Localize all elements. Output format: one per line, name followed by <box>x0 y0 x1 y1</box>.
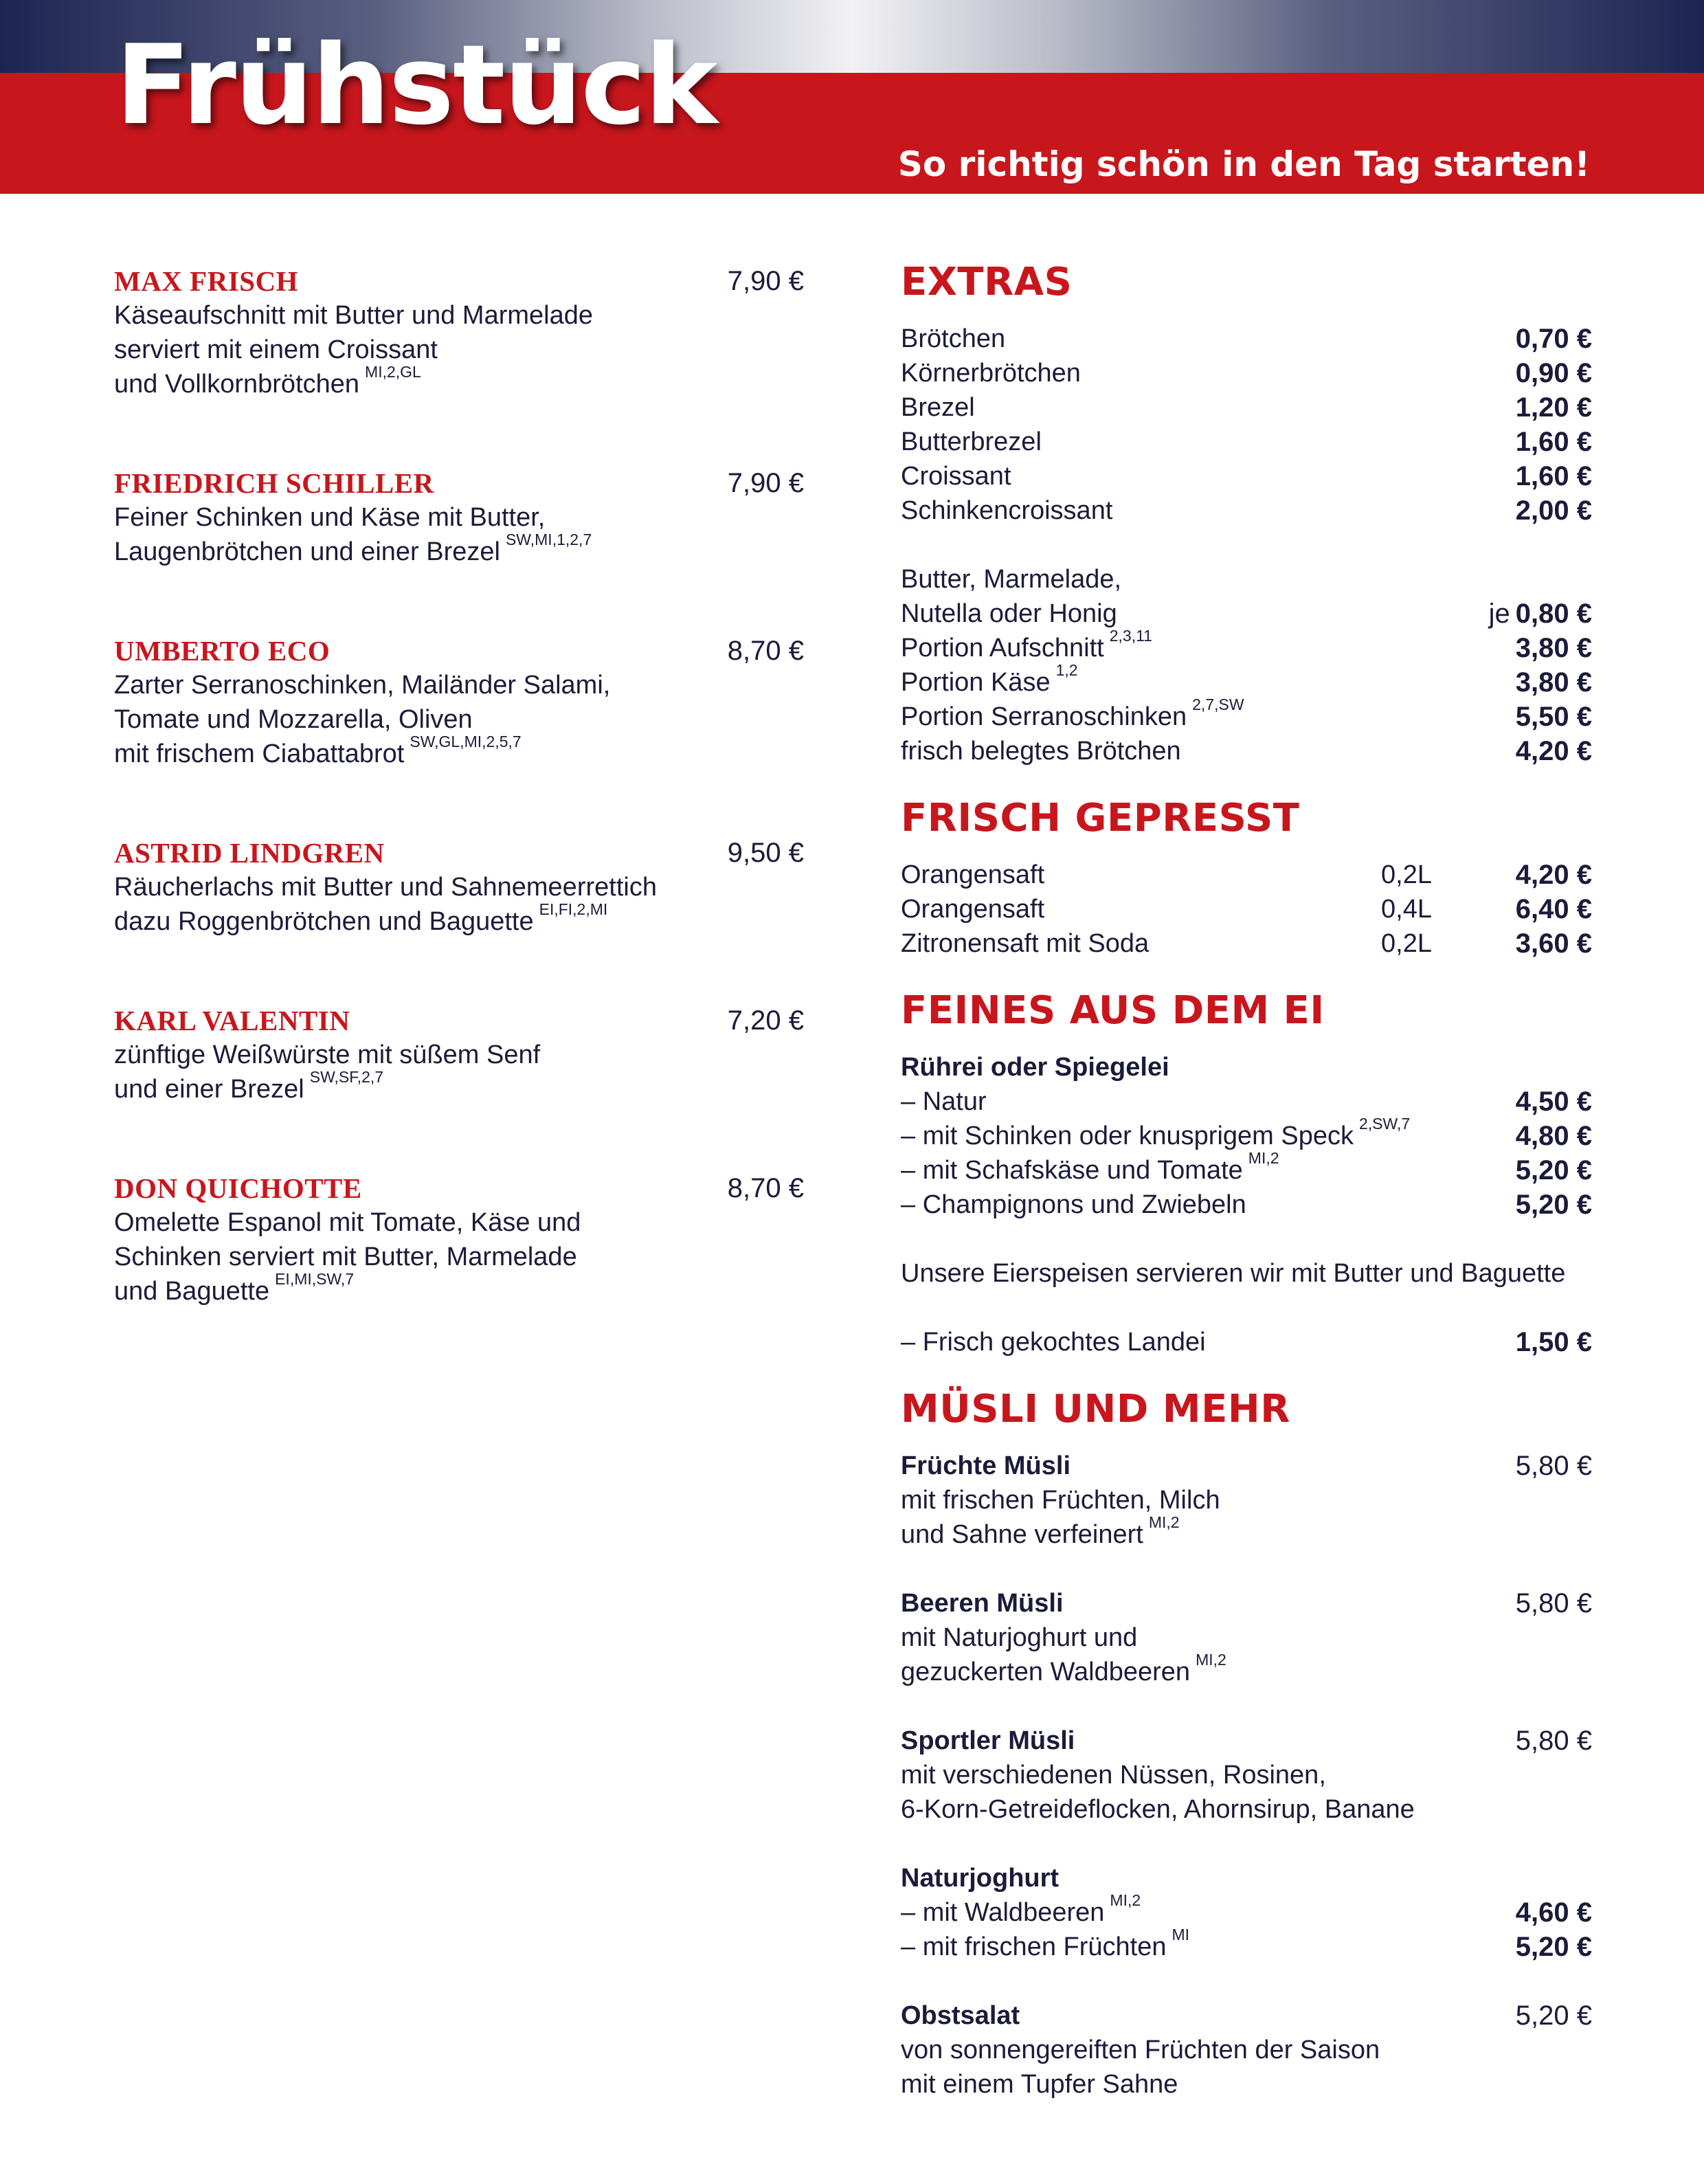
allergen-codes: EI,MI,SW,7 <box>275 1270 355 1288</box>
item-label: Orangensaft <box>901 895 1045 924</box>
dish-name: DON QUICHOTTE <box>114 1172 362 1204</box>
item-label: Körnerbrötchen <box>901 359 1081 388</box>
allergen-codes: SW,GL,MI,2,5,7 <box>410 733 522 750</box>
dish-price: 7,90 € <box>727 266 804 296</box>
item-price: 1,60 € <box>1515 461 1592 491</box>
item-price: 2,00 € <box>1515 495 1592 526</box>
item-description-line: mit einem Tupfer Sahne <box>901 2070 1178 2099</box>
dish-description-line: Feiner Schinken und Käse mit Butter, <box>114 503 546 532</box>
allergen-codes: EI,FI,2,MI <box>539 900 608 918</box>
muesli-item-header <box>901 1449 1592 1483</box>
item-label: Nutella oder Honig <box>901 599 1117 628</box>
item-label: – mit Schafskäse und Tomate <box>901 1156 1243 1185</box>
section-muesli <box>901 1385 1592 2102</box>
dish-description-line: Omelette Espanol mit Tomate, Käse und <box>114 1208 581 1237</box>
dish-list <box>114 264 804 1373</box>
dish-price: 7,90 € <box>727 468 804 498</box>
page-title: Frühstück <box>115 21 717 149</box>
item-price: 0,80 € <box>1515 599 1592 629</box>
allergen-codes: MI,2 <box>1110 1891 1141 1909</box>
allergen-codes: MI <box>1172 1926 1190 1943</box>
item-price: 4,80 € <box>1515 1121 1592 1151</box>
dish-name: FRIEDRICH SCHILLER <box>114 467 434 499</box>
item-price: 4,50 € <box>1515 1087 1592 1117</box>
item-name: Obstsalat <box>901 2001 1020 2030</box>
price-row <box>901 1891 1592 1930</box>
item-price: 5,80 € <box>1515 1726 1592 1756</box>
section-title-extras: EXTRAS <box>901 260 1073 304</box>
dish-description <box>114 1038 804 1106</box>
price-row <box>901 597 1592 631</box>
item-label: Brezel <box>901 393 975 422</box>
allergen-codes: SW,SF,2,7 <box>309 1068 384 1086</box>
allergen-codes: MI,2 <box>1148 1513 1180 1531</box>
dish-description-line: und Vollkornbrötchen <box>114 370 360 399</box>
price-row <box>901 1149 1592 1188</box>
price-row <box>901 425 1592 459</box>
dish-item <box>114 836 804 939</box>
item-label: – Natur <box>901 1087 987 1116</box>
dish-name: KARL VALENTIN <box>114 1005 350 1036</box>
dish-description-line: dazu Roggenbrötchen und Baguette <box>114 907 534 936</box>
item-description-line: von sonnengereiften Früchten der Saison <box>901 2036 1380 2064</box>
item-description-line: gezuckerten Waldbeeren <box>901 1658 1191 1686</box>
price-row <box>901 892 1592 926</box>
item-price: 5,20 € <box>1515 1155 1592 1185</box>
price-row <box>901 1325 1592 1359</box>
dish-item <box>114 466 804 569</box>
item-label: Portion Serranoschinken <box>901 702 1187 731</box>
dish-description-line: Käseaufschnitt mit Butter und Marmelade <box>114 301 594 330</box>
item-price: 4,20 € <box>1515 860 1592 890</box>
dish-description <box>114 870 804 939</box>
item-price: 5,20 € <box>1515 1932 1592 1962</box>
price-row <box>901 661 1592 700</box>
item-name: Sportler Müsli <box>901 1726 1075 1755</box>
per-unit-label: je <box>1488 599 1510 629</box>
price-row <box>901 322 1592 356</box>
item-price: 0,90 € <box>1515 358 1592 388</box>
item-description-line: und Sahne verfeinert <box>901 1520 1143 1549</box>
allergen-codes: MI,2 <box>1196 1651 1226 1669</box>
item-price: 5,20 € <box>1515 2001 1592 2031</box>
dish-description-line: Tomate und Mozzarella, Oliven <box>114 705 473 734</box>
item-price: 4,20 € <box>1515 736 1592 766</box>
dish-description-line: und einer Brezel <box>114 1075 304 1104</box>
item-label: – mit Schinken oder knusprigem Speck <box>901 1122 1354 1150</box>
item-volume: 0,2L <box>1381 860 1432 889</box>
allergen-codes: SW,MI,1,2,7 <box>505 531 592 548</box>
dish-name: ASTRID LINDGREN <box>114 837 385 869</box>
price-row <box>901 459 1592 493</box>
item-description-line: 6-Korn-Getreideflocken, Ahornsirup, Banane <box>901 1795 1415 1824</box>
egg-note: Unsere Eierspeisen servieren wir mit Butter und Baguette <box>901 1259 1566 1288</box>
page-subtitle: So richtig schön in den Tag starten! <box>897 144 1590 184</box>
item-name: Naturjoghurt <box>901 1864 1060 1893</box>
dish-price: 7,20 € <box>727 1005 804 1036</box>
price-row <box>901 1926 1592 1964</box>
item-label: – mit frischen Früchten <box>901 1932 1167 1961</box>
allergen-codes: MI,2 <box>1248 1149 1279 1167</box>
dish-item <box>114 264 804 401</box>
dish-description-line: serviert mit einem Croissant <box>114 335 438 364</box>
price-row <box>901 493 1592 528</box>
dish-description <box>114 668 804 771</box>
allergen-codes: 2,3,11 <box>1109 627 1152 645</box>
item-price: 3,60 € <box>1515 928 1592 959</box>
price-row <box>901 926 1592 961</box>
dish-name: UMBERTO ECO <box>114 635 330 667</box>
item-price: 5,80 € <box>1515 1588 1592 1618</box>
item-price: 5,50 € <box>1515 702 1592 732</box>
dish-item <box>114 1171 804 1308</box>
dish-description-line: zünftige Weißwürste mit süßem Senf <box>114 1040 541 1069</box>
section-title-pressed: FRISCH GEPRESST <box>901 796 1300 840</box>
allergen-codes: 1,2 <box>1055 661 1078 679</box>
item-description-line: mit verschiedenen Nüssen, Rosinen, <box>901 1761 1326 1790</box>
allergen-codes: MI,2,GL <box>365 363 421 381</box>
dish-item <box>114 1003 804 1106</box>
side-menu <box>901 258 1592 2102</box>
item-label: Brötchen <box>901 324 1006 353</box>
item-label: Zitronensaft mit Soda <box>901 929 1150 958</box>
item-label: Croissant <box>901 462 1011 491</box>
item-price: 3,80 € <box>1515 633 1592 663</box>
item-name: Früchte Müsli <box>901 1451 1071 1480</box>
item-label: Orangensaft <box>901 860 1045 889</box>
dish-description-line: Schinken serviert mit Butter, Marmelade <box>114 1243 577 1271</box>
item-description-line: mit Naturjoghurt und <box>901 1623 1138 1652</box>
item-price: 1,60 € <box>1515 427 1592 457</box>
muesli-item-header <box>901 1724 1592 1758</box>
dish-description-line: und Baguette <box>114 1277 270 1306</box>
section-pressed-juice <box>901 794 1592 961</box>
price-row <box>901 1188 1592 1222</box>
item-price: 1,50 € <box>1515 1327 1592 1357</box>
allergen-codes: 2,7,SW <box>1192 695 1244 713</box>
item-label: Butterbrezel <box>901 427 1042 456</box>
dish-description-line: Räucherlachs mit Butter und Sahnemeerrettich <box>114 873 657 902</box>
item-label: frisch belegtes Brötchen <box>901 737 1181 766</box>
item-label: Portion Aufschnitt <box>901 634 1104 662</box>
item-price: 4,60 € <box>1515 1897 1592 1928</box>
price-row <box>901 356 1592 390</box>
item-price: 6,40 € <box>1515 894 1592 924</box>
item-volume: 0,4L <box>1381 895 1432 924</box>
dish-price: 9,50 € <box>727 838 804 868</box>
dish-description-line: mit frischem Ciabattabrot <box>114 739 405 768</box>
dish-item <box>114 634 804 771</box>
price-row <box>901 627 1592 665</box>
muesli-item-header <box>901 1998 1592 2033</box>
item-description-line: mit frischen Früchten, Milch <box>901 1486 1220 1515</box>
item-price: 3,80 € <box>1515 667 1592 698</box>
price-row <box>901 1084 1592 1119</box>
section-title-muesli: MÜSLI UND MEHR <box>901 1387 1290 1431</box>
section-title-egg: FEINES AUS DEM EI <box>901 988 1325 1033</box>
price-row <box>901 695 1592 734</box>
section-egg-dishes <box>901 987 1592 1359</box>
allergen-codes: 2,SW,7 <box>1359 1115 1411 1133</box>
dish-price: 8,70 € <box>727 636 804 666</box>
price-row <box>901 858 1592 892</box>
item-price: 0,70 € <box>1515 324 1592 354</box>
dish-description-line: Laugenbrötchen und einer Brezel <box>114 537 500 566</box>
item-name: Beeren Müsli <box>901 1589 1064 1618</box>
item-label: Portion Käse <box>901 668 1051 697</box>
dish-name: MAX FRISCH <box>114 265 299 297</box>
item-label: Schinkencroissant <box>901 496 1113 525</box>
item-label: – mit Waldbeeren <box>901 1898 1105 1927</box>
price-row <box>901 734 1592 768</box>
muesli-item-header <box>901 1586 1592 1620</box>
dish-description <box>114 298 804 401</box>
item-price: 5,80 € <box>1515 1451 1592 1481</box>
section-extras <box>901 258 1592 768</box>
item-volume: 0,2L <box>1381 929 1432 958</box>
item-label: – Frisch gekochtes Landei <box>901 1328 1206 1357</box>
price-row <box>901 390 1592 425</box>
egg-subheading: Rührei oder Spiegelei <box>901 1053 1169 1082</box>
item-price: 1,20 € <box>1515 392 1592 423</box>
dish-description <box>114 1205 804 1308</box>
dish-description <box>114 500 804 569</box>
item-price: 5,20 € <box>1515 1190 1592 1220</box>
muesli-item-header <box>901 1861 1592 1895</box>
price-row <box>901 1115 1592 1153</box>
spread-label: Butter, Marmelade, <box>901 565 1122 594</box>
item-label: – Champignons und Zwiebeln <box>901 1190 1246 1219</box>
dish-price: 8,70 € <box>727 1173 804 1203</box>
dish-description-line: Zarter Serranoschinken, Mailänder Salami, <box>114 671 611 700</box>
